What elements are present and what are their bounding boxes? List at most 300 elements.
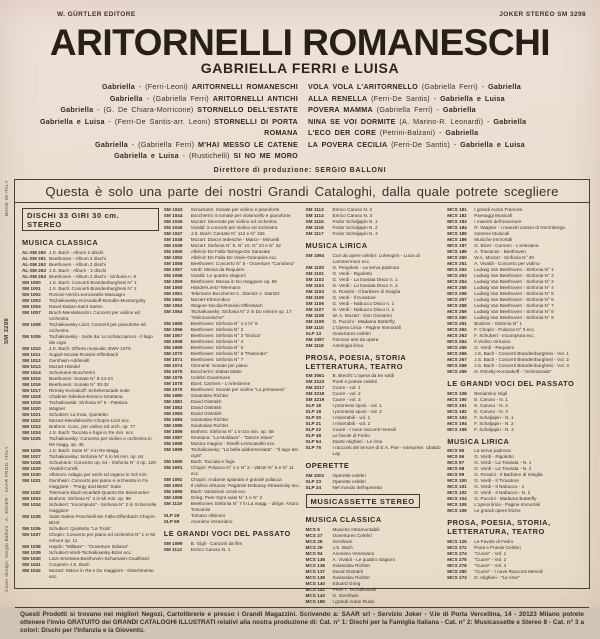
track-artist: Gabriella: [488, 82, 521, 91]
catalog-title: A. Vivaldi - Le quattro stagioni: [333, 557, 443, 563]
catalog-title: Ludwig Van Beethoven - Sinfonia N° 3: [474, 279, 584, 285]
catalog-number: SM 1042: [22, 568, 49, 580]
catalog-title: Vivaldi: 5 concerti per violino ed orchestra: [191, 225, 301, 231]
catalog-title: Beethoven: Sinfonia N° 7: [191, 357, 301, 363]
catalog-number: SM 1029: [22, 466, 49, 472]
catalog-entry: [164, 447, 301, 459]
catalog-title: "Cuore" - Vol. 2: [474, 557, 584, 563]
catalog-title: La serva padrona: [474, 448, 584, 454]
catalog-number: MCS 104: [447, 496, 474, 502]
catalog-entry: [164, 309, 301, 321]
catalog-title: Schubert: "Incompiuta" - Sinfonia N° 2 in Si bemolle maggiore: [49, 502, 159, 514]
track-title: STORNELLO DELL'ESTATE: [197, 105, 298, 114]
catalog-number: SM 1004: [22, 304, 49, 310]
catalog-title: Schumann-Boccherini: [49, 370, 159, 376]
catalog-title: Beethoven: Sonate N° 30-32: [49, 382, 159, 388]
catalog-number: SM 1007: [22, 310, 49, 322]
catalog-title: E. Caruso - N. 3: [474, 409, 584, 415]
track-composer: - (Ferri-De Santis-arr. Leoni): [105, 117, 214, 126]
catalog-number: SM 1044: [164, 213, 191, 219]
catalog-number: MCS 29: [306, 545, 333, 551]
track-row: [18, 104, 298, 116]
catalog-title: W.A. Mozart - Sinfonia N° 40: [474, 255, 584, 261]
catalog-number: SM 1033: [22, 496, 49, 502]
catalog-number: MCS 276: [447, 563, 474, 569]
catalog-number: SM 1061: [164, 291, 191, 297]
catalog-number: SM 1062: [164, 297, 191, 303]
catalog-entry: [306, 343, 443, 349]
catalog-title: J.S. Bach: Concerti Brandenburghesi N° 2: [49, 286, 159, 292]
catalog-title: Ludwig Van Beethoven - Sinfonia N° 6: [474, 297, 584, 303]
catalog-number: SM 1032: [22, 490, 49, 496]
catalog-title: Cuore - I nove racconti mensili: [333, 427, 443, 433]
catalog-number: MCS 192: [447, 409, 474, 415]
publisher-label: W. GÜRTLER EDITORE: [57, 11, 136, 18]
catalog-title: Tschaikowski: Sinfonia N° 6 - Patetica: [49, 400, 159, 406]
catalog-number: SM 3218: [306, 391, 333, 397]
catalog-title: J.S. Bach: Offerta musicale, BWV 1079: [49, 346, 159, 352]
catalog-number: SM 1049: [164, 243, 191, 249]
catalog-title: Operette celebri: [333, 479, 443, 485]
catalog-number: SLP 49: [306, 433, 333, 439]
catalog-number: MCS 187: [447, 243, 474, 249]
catalog-number: SM 1083: [164, 411, 191, 417]
catalog-section-heading: OPERETTE: [306, 461, 443, 470]
catalog-entry: [22, 310, 159, 322]
catalog-title: Musica magica - Toselli-Leoncavallo ecc.: [191, 441, 301, 447]
catalog-number: MCS 184: [447, 225, 474, 231]
catalog-number: SM 1107: [306, 307, 333, 313]
catalog-number: MCS 137: [306, 569, 333, 575]
track-artist: Gabriella: [445, 128, 478, 137]
catalog-title: Beethoven Sinfonia N° 7 in La magg. - dirige: Arturo Toscanini: [191, 501, 301, 513]
catalog-title: G. Verdi - Nabucco Disco n. 1: [333, 301, 443, 307]
catalog-number: SM 1058: [164, 273, 191, 279]
catalog-number: MCS 254: [447, 279, 474, 285]
catalog-number: MCS 265: [447, 345, 474, 351]
catalog-title: Enrico Caruso N. 2: [333, 207, 443, 213]
catalog-title: Gershwin-Addinsell: [49, 358, 159, 364]
catalog-number: MCS 135: [306, 557, 333, 563]
catalog-number: SM 1056: [164, 261, 191, 267]
catalog-title: Wagner: [49, 406, 159, 412]
catalog-number: MCS 252: [447, 267, 474, 273]
catalog-title: I miserabili - vol. 2: [333, 421, 443, 427]
catalog-column: [164, 207, 301, 605]
catalog-title: Musiche Intramontabili: [333, 527, 443, 533]
catalog-title: Brahms: Sinfonia N° 4 in Mi min. op. 98: [49, 496, 159, 502]
catalog-number: SM 1008: [22, 322, 49, 334]
catalog-number: SM 1059: [164, 279, 191, 285]
catalog-title: F. Chopin - Polacca N° 3 ecc.: [474, 327, 584, 333]
catalog-title: Vivaldi-Corelli: [49, 466, 159, 472]
producer-credit: Direttore di produzione: SERGIO BALLONI: [0, 167, 600, 174]
catalog-title: R. Wagner - I maestri cantori di Norimberga: [474, 225, 584, 231]
catalog-title: Cuore - vol. 3: [333, 397, 443, 403]
catalog-title: G. Bizet - Carmen - L'arlesiana: [474, 243, 584, 249]
catalog-title: Smetana: "La Moldava" - "Danze Slave": [191, 435, 301, 441]
catalog-title: F. Schaljapin - N. 3: [474, 427, 584, 433]
catalog-number: SM 1039: [22, 550, 49, 556]
catalog-title: Celebri Ouvertures: [191, 375, 301, 381]
catalog-title: L'opera lirica - Pagine Immortali: [474, 502, 584, 508]
catalog-title: Beniamino Gigli: [474, 391, 584, 397]
catalog-number: MCS 275: [447, 557, 474, 563]
catalog-title: Mozart: Serenate per violino ed orchestra: [191, 219, 301, 225]
catalog-number: SM 1092: [164, 477, 191, 483]
catalog-number: SLP 65: [164, 519, 191, 525]
catalog-number: SM 1040: [22, 556, 49, 562]
ordering-info-paragraph: Questi Prodotti si trovano nei migliori Negozi, Cartolibrerie e presso i Grandi Magazzini. Scrivendo a: SAAR srl - Servizio Joker - V.le di Porta Vercellina, 14 - 20123 Milano potrete ottenere l'invio GRATUITO dei GRANDI CATALOGHI ILLUSTRATI relativi alla nostra produzione di: Cat. n° 1: Dischi per la Famiglia Italiana - Cat. n° 2: Musicassette e Stereo 8 - Cat. n° 3 a colori: Dischi per l'Infanzia e la Gioventù.: [15, 607, 589, 639]
catalog-title: Bruch-Mendelssohn: Concerti per violino ed orchestra: [49, 310, 159, 322]
catalog-number: SM 1089: [164, 447, 191, 459]
catalog-title: Beethoven: Sinfonia N° 6 "Pastorale": [191, 351, 301, 357]
catalog-number: SM 1011: [22, 352, 49, 358]
catalog-section-heading: LE GRANDI VOCI DEL PASSATO: [164, 529, 301, 538]
catalog-title: I maestri dell'ouverture: [474, 219, 584, 225]
catalog-number: MCS 256: [447, 291, 474, 297]
catalog-number: SM 1048: [164, 237, 191, 243]
catalog-title: Couperin-J.S. Bach: [49, 562, 159, 568]
catalog-number: MCS 141: [306, 587, 333, 593]
catalog-number: SM 1068: [164, 339, 191, 345]
catalog-entry: [22, 514, 159, 526]
catalog-number: SM 1088: [164, 441, 191, 447]
catalog-title: Le favole di Fedro: [333, 433, 443, 439]
catalog-number: MCS 272: [447, 545, 474, 551]
catalog-number: MCS 27: [306, 533, 333, 539]
catalog-number: SM 1016: [22, 382, 49, 388]
catalog-title: L'Opera Lirica - Pagine Immortali: [333, 325, 443, 331]
catalog-entry: [306, 231, 443, 237]
catalog-title: Bach: Toccata e fuga: [191, 459, 301, 465]
track-composer: - (Rustichelli): [179, 151, 234, 160]
catalog-title: Boccherini: 6 sonate per violoncello e pianoforte: [191, 213, 301, 219]
catalog-number: SM 1067: [164, 333, 191, 339]
catalog-number: SM 1066: [164, 327, 191, 333]
catalog-title: Poeti e poesie celebri: [333, 379, 443, 385]
catalog-title: Beethoven - Album 2 dischi: [49, 262, 159, 268]
catalog-title: Musiche Immortali: [474, 237, 584, 243]
catalog-section-heading: MUSICA LIRICA: [447, 437, 584, 446]
catalog-title: Rimsky-Korsakoff: Scheherazade suite: [49, 388, 159, 394]
catalog-entry: [22, 322, 159, 334]
catalog-number: MCS 28: [306, 539, 333, 545]
catalog-title: Enrico Caruso N. 1: [191, 547, 301, 553]
track-artist: Gabriella: [60, 105, 93, 114]
catalog-number: SM 1115: [306, 219, 333, 225]
tracklist-right: [303, 81, 588, 162]
catalog-title: Schubert-Verdi-Tschaikowsky-Bizet ecc.: [49, 550, 159, 556]
catalog-title: I promessi sposi - vol. 2: [333, 409, 443, 415]
catalog-title: Schubert: Quintetto "La Trota": [49, 526, 159, 532]
catalog-title: Ludwig Van Beethoven - Sinfonia N° 7: [474, 303, 584, 309]
catalog-entry: [447, 369, 584, 375]
catalog-number: SM 1117: [306, 231, 333, 237]
catalog-number: MCS 183: [447, 219, 474, 225]
catalog-title: Sviatoslav Richter: [191, 393, 301, 399]
catalog-title: Telemann-Boccherini-C. Stamitz-J. Stamitz: [191, 291, 301, 297]
album-artists: GABRIELLA FERRI e LUISA: [0, 60, 600, 76]
track-composer: - (G. De Chiara-Morricone): [93, 105, 197, 114]
catalog-title: G. Pergolesi - La serva padrona: [333, 265, 443, 271]
track-composer: (Petrini-Balzani) -: [376, 128, 445, 137]
catalog-title: Nel mondo dell'operetta: [333, 485, 443, 491]
catalog-number: SM 1036: [22, 526, 49, 532]
track-row: [308, 139, 588, 151]
catalog-number: SM 1081: [164, 399, 191, 405]
catalog-title: Poeti e Poesie Celebri: [474, 545, 584, 551]
catalog-number: SM 1100: [306, 265, 333, 271]
catalog-number: SM 1018: [22, 394, 49, 400]
catalog-title: Saint Saëns-Ponchielli-De Falla-Offenbach-Chopin-Bizet: [49, 514, 159, 526]
catalog-section-heading: LE GRANDI VOCI DEL PASSATO: [447, 379, 584, 388]
track-row: [18, 81, 298, 93]
track-title: POVERA MAMMA: [308, 105, 373, 114]
catalog-title: Tschaikowsky-Korssakoff-Borodin-Mussorgsky: [49, 298, 159, 304]
catalog-title: Rossini-Verdi-Leoncavallo-Mascagni: [49, 292, 159, 298]
catalog-title: B. Brecht: L'opera da tre soldi: [333, 373, 443, 379]
catalog-entry: [306, 599, 443, 605]
catalog-title: J.S. Bach: Concerti Brandenburghesi N° 1: [49, 280, 159, 286]
catalog-number: AL-SM 262: [22, 262, 49, 268]
catalog-number: MCS 195: [447, 427, 474, 433]
catalog-number: SM 1097: [306, 337, 333, 343]
catalog-title: "Cuore" - Vol. 3: [474, 563, 584, 569]
catalog-title: Albinoni: Adagio per archi ed organo in Sol min.: [49, 472, 159, 478]
track-title: ALLA RENELLA: [308, 94, 367, 103]
catalog-number: MCS 264: [447, 339, 474, 345]
catalog-title: Beethoven: Sinfonia N° 2: [191, 327, 301, 333]
track-title: NINA SE VOI DORMITE: [308, 117, 396, 126]
catalog-title: Liszt-Smetana-Beethoven-Schumann-Coulthard: [49, 556, 159, 562]
catalog-section-heading: MUSICASSETTE STEREO: [306, 494, 420, 508]
catalog-number: SM 1050: [164, 249, 191, 255]
catalog-number: SM 3201: [306, 473, 333, 479]
catalog-number: MCS 268: [447, 363, 474, 369]
catalog-number: MCS 193: [447, 415, 474, 421]
catalog-number: SM 3217: [306, 385, 333, 391]
track-artist: Gabriella: [102, 82, 135, 91]
catalog-number: SM 1082: [164, 405, 191, 411]
catalog-title: Mozart-Mendelssohn-Chopin-Liszt ecc.: [49, 418, 159, 424]
catalog-number: SM 1094: [306, 253, 333, 265]
catalog-title: I promessi sposi - vol. 1: [333, 403, 443, 409]
catalog-title: Sviatoslav Richter: [191, 423, 301, 429]
catalog-title: Brahms: Sinfonia N° 1 in Do min. op. 68: [191, 429, 301, 435]
catalog-title: Beethoven: Sinfonia N° 3 "Eroica": [191, 333, 301, 339]
catalog-title: David Oistrakh: [191, 411, 301, 417]
catalog-title: J.S. Bach: Cantate N° 112 e N° 165: [191, 231, 301, 237]
catalog-title: A. Toscanini - Beethoven: [474, 249, 584, 255]
catalog-number: SM 1043: [164, 207, 191, 213]
catalog-number: SM 1024: [22, 430, 49, 436]
catalog-number: SM 1041: [22, 562, 49, 568]
catalog-title: I grandi Autori Russi: [333, 599, 443, 605]
catalog-title: Albéniz-De Falla-Tarrega-De Sarasate: [191, 249, 301, 255]
catalog-number: MCS 139: [306, 575, 333, 581]
catalog-headline: Questa è solo una parte dei nostri Grandi Cataloghi, dalla quale potrete scegliere: [15, 180, 589, 203]
catalog-title: Sviatoslav Richter: [333, 563, 443, 569]
catalog-number: SM 1038: [22, 544, 49, 550]
catalog-title: Schubert: La trota, Quintetto: [49, 412, 159, 418]
catalog-title: Schumann: Concerto op. 54 - Sinfonia N° 4 op. 120: [49, 460, 159, 466]
catalog-number: MCS 194: [447, 421, 474, 427]
catalog-title: Grieg: Peer-Gynt suite N° 1 e N° 2: [191, 495, 301, 501]
catalog-entry: [22, 502, 159, 514]
catalog-title: N. Rimsky-Korssakoff - "Scherazade": [474, 369, 584, 375]
catalog-number: MCS 96: [447, 454, 474, 460]
catalog-number: SM 1064: [164, 309, 191, 321]
catalog-title: Fedor Schaljapin N. 1: [333, 219, 443, 225]
catalog-title: Ravel-Dukas-Saint Saëns: [49, 304, 159, 310]
catalog-title: Ludwig Van Beethoven - Sinfonia N° 8: [474, 309, 584, 315]
catalog-title: Brahms: Conc. per violino ed orch. op. 77: [49, 424, 159, 430]
catalog-title: Beethoven: Sinfonia N° 5: [191, 345, 301, 351]
catalog-title: I grandi Autori Francesi: [474, 207, 584, 213]
catalog-title: J.S. Bach: [333, 545, 443, 551]
catalog-title: Vivaldi: Le quattro stagioni: [191, 273, 301, 279]
catalog-entry: [306, 485, 443, 491]
catalog-number: SM 1074: [164, 363, 191, 369]
catalog-number: SM 1060: [164, 285, 191, 291]
catalog-number: MCS 269: [447, 369, 474, 375]
catalog-title: David Oistrakh: [191, 405, 301, 411]
catalog-number: MCS 105: [447, 502, 474, 508]
catalog-number: SM 1076: [164, 375, 191, 381]
track-composer: (Ferri-De Santis) -: [387, 140, 460, 149]
track-composer: (Gabriella Ferri) -: [373, 105, 443, 114]
catalog-number: SM 1027: [22, 454, 49, 460]
track-row: [308, 93, 588, 105]
catalog-entry: [22, 532, 159, 544]
catalog-number: MCS 102: [447, 490, 474, 496]
catalog-number: SM 1104: [306, 289, 333, 295]
catalog-number: MCS 99: [447, 472, 474, 478]
catalog-title: G. Verdi - Nabucco Disco n. 2: [333, 307, 443, 313]
catalog-title: F. Schaljapin - N. 1: [474, 415, 584, 421]
catalog-title: E. Caruso - N. 1: [474, 397, 584, 403]
catalog-number: SM 1114: [306, 213, 333, 219]
catalog-number: SM 1010: [22, 346, 49, 352]
catalog-title: Il violino virtuoso: Paganini-Debussy-Strawinsky ecc.: [191, 483, 301, 489]
track-composer: - (Gabriella Ferri): [128, 140, 198, 149]
catalog-number: SM 1106: [306, 301, 333, 307]
track-row: [308, 116, 588, 128]
catalog-title: Schumann: Sonate per violino e pianoforte: [191, 207, 301, 213]
catalog-section-heading: MUSICA LIRICA: [306, 241, 443, 250]
catalog-number: MCS 100: [447, 478, 474, 484]
catalog-title: Cori da opere celebri: Lohengrin - Lucia di Lammermoor ecc.: [333, 253, 443, 265]
catalog-title: Operette celebri: [333, 473, 443, 479]
catalog-title: Beethoven: Sonate N° 8-14-23: [49, 376, 159, 382]
catalog-number: SM 1046: [164, 225, 191, 231]
catalog-number: SLP 22: [306, 427, 333, 433]
catalog-title: G. Verdi - Rigoletto: [333, 271, 443, 277]
catalog-number: SM 1103: [306, 283, 333, 289]
catalog-number: SM 1002: [22, 292, 49, 298]
spine-strip: [1, 180, 12, 592]
catalog-title: G. Rossini - Il Barbiere di Siviglia: [474, 472, 584, 478]
catalog-number: MCS 185: [447, 231, 474, 237]
catalog-title: Tschaikowsky: Sinfonia N° 5 in Mi min. op. 64: [49, 454, 159, 460]
catalog-number: MCS 101: [447, 484, 474, 490]
catalog-number: SM 1085: [164, 423, 191, 429]
catalog-title: Peter I. Tschaikowski: [333, 587, 443, 593]
catalog-number: SM 1119: [164, 501, 191, 513]
catalog-number: SM 1108: [306, 313, 333, 319]
track-artist: Gabriella e Luisa: [440, 94, 505, 103]
catalog-entry: [164, 519, 301, 525]
catalog-title: J.S. Bach - Concerti Brandenburghesi - Vol. 2: [474, 357, 584, 363]
catalog-number: MCS 267: [447, 357, 474, 363]
track-composer: (Ferri-De Santis) -: [367, 94, 440, 103]
catalog-number: SLP 54: [306, 439, 333, 445]
catalog-number: SM 1057: [164, 267, 191, 273]
catalog-title: Famose arie da opera: [333, 337, 443, 343]
catalog-number: MCS 262: [447, 327, 474, 333]
catalog-title: Tschaikowsky: Sinfonia N° 2 in Do minore op. 17 "Kleinrussische": [191, 309, 301, 321]
catalog-number: MCS 266: [447, 351, 474, 357]
catalog-title: Gemme Musicali: [474, 231, 584, 237]
catalog-number: AL-SM 260: [22, 250, 49, 256]
catalog-title: Dante Alighieri - Le rime: [333, 439, 443, 445]
catalog-number: SM 1079: [164, 387, 191, 393]
catalog-title: J.S. Bach: Toccata e fuga in Re min. ecc.: [49, 430, 159, 436]
catalog-title: G. Verdi - La traviata Disco n. 1: [333, 277, 443, 283]
catalog-number: MCS 182: [447, 213, 474, 219]
catalog-number: MCS 191: [447, 403, 474, 409]
catalog-title: G. Gershwin: [333, 593, 443, 599]
catalog-number: MCS 263: [447, 333, 474, 339]
track-artist: Gabriella e Luisa: [114, 151, 179, 160]
catalog-number: MCS 259: [447, 309, 474, 315]
catalog-number: SM 1031: [22, 478, 49, 490]
catalog-number: MCS 5: [306, 527, 333, 533]
catalog-title: Tschaikowsky - Suite da: Lo schiaccianoci - Il lago dei cigni: [49, 334, 159, 346]
catalog-entry: [306, 445, 443, 457]
catalog-title: Chopin: Polacca N° 1 e N° 2 - Valzer N° 6 e N° 11 ecc.: [191, 465, 301, 477]
catalog-title: Ouvertures Celebri: [333, 533, 443, 539]
catalog-title: Antologia lirica: [333, 343, 443, 349]
catalog-title: D. Alighieri - "Le rime": [474, 575, 584, 581]
catalog-title: Gershwin: Concerto per piano e orchestra in Fa maggiore - "Porgy and Bess" Suite: [49, 478, 159, 490]
catalog-number: MCS 250: [447, 255, 474, 261]
catalog-number: SM 1009: [22, 334, 49, 346]
track-row: [308, 81, 588, 93]
track-title: VOLA VOLA L'ARITORNELLO: [308, 82, 418, 91]
catalog-entry: [22, 334, 159, 346]
catalog-title: Chopin: Andante spianato e grande polacca: [191, 477, 301, 483]
catalog-number: MCS 98: [447, 466, 474, 472]
track-artist: Gabriella e Luisa: [460, 140, 525, 149]
catalog-title: Gershwin: [333, 539, 443, 545]
catalog-title: Cuore - vol. 2: [333, 391, 443, 397]
catalog-title: David Oistrakh: [333, 569, 443, 575]
catalog-entry: [164, 501, 301, 513]
catalog-number: MCS 106: [447, 508, 474, 514]
track-composer: (Gabriella Ferri) -: [418, 82, 488, 91]
track-artist: Gabriella: [493, 117, 526, 126]
catalog-title: Cuore - vol. 1: [333, 385, 443, 391]
catalog-title: Mozart: Marce in Re e Do maggiore - Divertimento ecc.: [49, 568, 159, 580]
catalog-column: [306, 207, 443, 605]
catalog-number: SM 1113: [306, 207, 333, 213]
catalog-number: SM 1001: [22, 286, 49, 292]
catalog-column: [22, 207, 159, 605]
catalog-number: AL-SM 261: [22, 256, 49, 262]
catalog-number: SM 1110: [306, 325, 333, 331]
